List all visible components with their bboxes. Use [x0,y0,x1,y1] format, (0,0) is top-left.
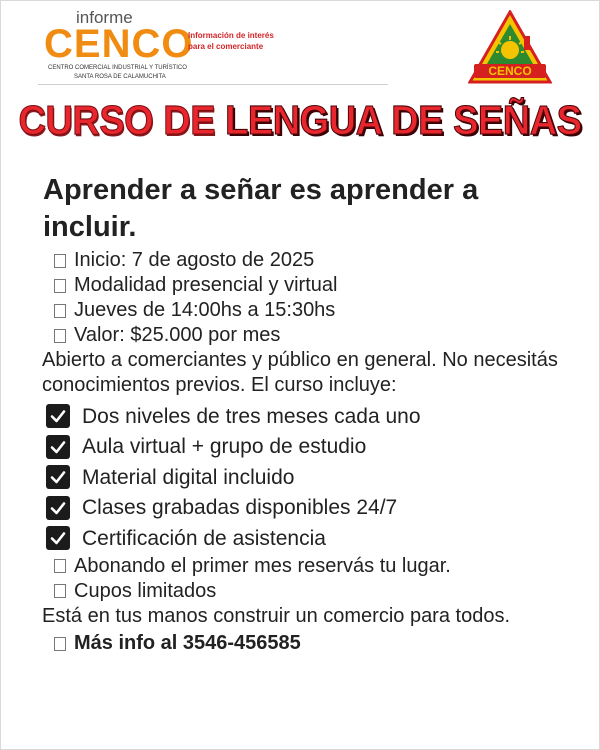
includes-item [42,493,582,524]
bullet-box-icon [54,584,66,598]
detail-item [42,323,582,348]
checkmark-icon [46,526,70,550]
logo-informe-text: informe [76,8,133,27]
includes-item [42,401,582,432]
checkmark-icon [46,496,70,520]
note-text: Cupos limitados [74,579,217,602]
detail-text: Jueves de 14:00hs a 15:30hs [74,299,336,321]
includes-text: Certificación de asistencia [82,526,326,550]
bullet-box-icon [54,304,66,318]
bullet-box-icon [54,279,66,293]
includes-item [42,432,582,463]
title-part-2: LENGUA DE SEÑAS [225,98,582,144]
badge-text: CENCO [488,64,532,78]
content-body [42,248,582,656]
bullet-box-icon [54,559,66,573]
contact-text: Más info al 3546-456585 [74,632,301,654]
includes-item [42,462,582,493]
note-item [42,554,582,579]
checkmark-icon [46,465,70,489]
logo-brand-text: CENCO [44,22,194,66]
includes-text: Material digital incluido [82,465,295,489]
logo-subtitle-1: CENTRO COMERCIAL INDUSTRIAL Y TURÍSTICO [48,65,187,71]
includes-text: Aula virtual + grupo de estudio [82,435,367,459]
includes-item [42,523,582,554]
cenco-triangle-logo [468,10,552,86]
detail-item [42,248,582,273]
header-divider [38,84,388,85]
checkmark-icon [46,404,70,428]
cenco-informe-logo [40,6,280,86]
detail-text: Modalidad presencial y virtual [74,274,338,296]
intro-paragraph: Abierto a comerciantes y público en general. No necesitás conocimientos previos. El curso incluye: [42,349,558,396]
logo-tagline: Información de interés para el comerciante [188,31,274,51]
detail-item [42,273,582,298]
detail-text: Inicio: 7 de agosto de 2025 [74,249,315,271]
checkmark-icon [46,435,70,459]
detail-item [42,298,582,323]
bullet-box-icon [54,329,66,343]
includes-list [42,401,582,554]
course-title [0,98,600,144]
includes-text: Clases grabadas disponibles 24/7 [82,496,398,520]
contact-line [42,631,582,656]
headline: Aprender a señar es aprender a incluir. [43,174,479,243]
includes-text: Dos niveles de tres meses cada uno [82,404,421,428]
note-item [42,579,582,604]
note-text: Abonando el primer mes reservás tu lugar. [74,554,451,577]
closing-paragraph: Está en tus manos construir un comercio para todos. [42,604,511,627]
bullet-box-icon [54,637,66,651]
bullet-box-icon [54,254,66,268]
title-part-1: CURSO DE [18,98,216,144]
detail-text: Valor: $25.000 por mes [74,324,281,346]
logo-subtitle-2: SANTA ROSA DE CALAMUCHITA [74,74,166,80]
